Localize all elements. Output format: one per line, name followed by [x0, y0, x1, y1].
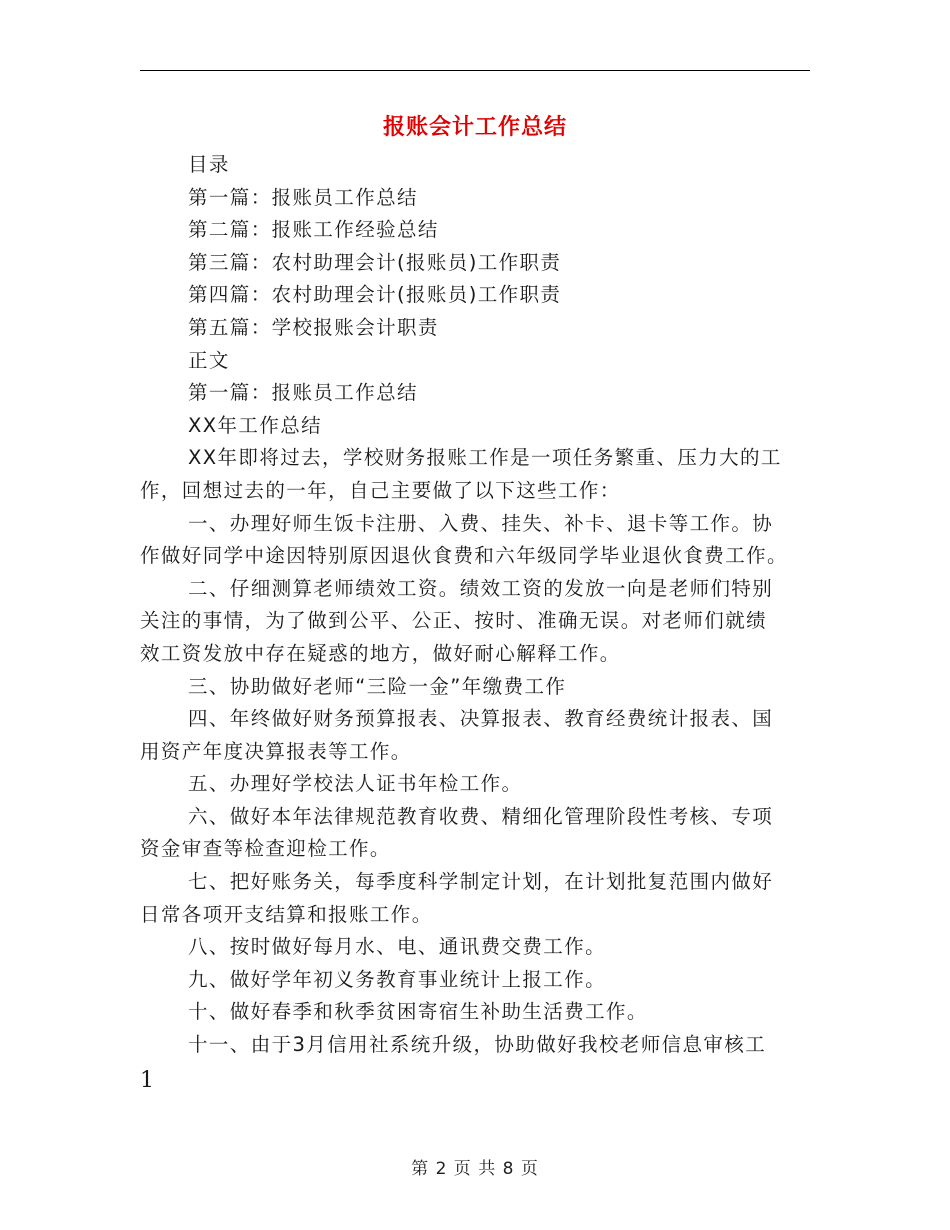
- document-title: 报账会计工作总结: [382, 115, 567, 140]
- toc-item-1: 第一篇：报账员工作总结: [188, 185, 418, 209]
- page-footer: 第 2 页 共 8 页: [411, 1159, 539, 1179]
- paragraph-line: 关注的事情，为了做到公平、公正、按时、准确无误。对老师们就绩: [140, 609, 768, 633]
- paragraph-line: 十一、由于3月信用社系统升级，协助做好我校老师信息审核工: [188, 1033, 767, 1057]
- paragraph-line: 作做好同学中途因特别原因退伙食费和六年级同学毕业退伙食费工作。: [140, 544, 788, 568]
- subsection-heading: XX年工作总结: [188, 413, 323, 437]
- section-heading: 第一篇：报账员工作总结: [188, 381, 418, 405]
- paragraph-line: 八、按时做好每月水、电、通讯费交费工作。: [188, 935, 607, 959]
- header-rule: [140, 70, 810, 71]
- toc-item-3: 第三篇：农村助理会计(报账员)工作职责: [188, 250, 562, 274]
- body-heading: 正文: [188, 348, 230, 372]
- paragraph-line: 七、把好账务关，每季度科学制定计划，在计划批复范围内做好: [188, 870, 774, 894]
- paragraph-line: 二、仔细测算老师绩效工资。绩效工资的发放一向是老师们特别: [188, 576, 774, 600]
- document-body: [140, 149, 810, 1062]
- paragraph-line: 作，回想过去的一年，自己主要做了以下这些工作：: [140, 478, 621, 502]
- paragraph-line: XX年即将过去，学校财务报账工作是一项任务繁重、压力大的工: [188, 446, 782, 470]
- paragraph-line: 日常各项开支结算和报账工作。: [140, 902, 433, 926]
- paragraph-line: 资金审查等检查迎检工作。: [140, 837, 391, 861]
- paragraph-line: 五、办理好学校法人证书年检工作。: [188, 772, 523, 796]
- paragraph-line: 效工资发放中存在疑惑的地方，做好耐心解释工作。: [140, 641, 621, 665]
- paragraph-line: 四、年终做好财务预算报表、决算报表、教育经费统计报表、国: [188, 707, 774, 731]
- toc-item-5: 第五篇：学校报账会计职责: [188, 315, 439, 339]
- page-marker: 1: [140, 1068, 154, 1093]
- paragraph-line: 用资产年度决算报表等工作。: [140, 739, 412, 763]
- paragraph-line: 一、办理好师生饭卡注册、入费、挂失、补卡、退卡等工作。协: [188, 511, 774, 535]
- paragraph-line: 三、协助做好老师“三险一金”年缴费工作: [188, 674, 567, 698]
- toc-heading: 目录: [188, 153, 230, 176]
- paragraph-line: 九、做好学年初义务教育事业统计上报工作。: [188, 967, 607, 991]
- toc-item-4: 第四篇：农村助理会计(报账员)工作职责: [188, 283, 562, 307]
- paragraph-line: 十、做好春季和秋季贫困寄宿生补助生活费工作。: [188, 1000, 648, 1024]
- toc-item-2: 第二篇：报账工作经验总结: [188, 218, 439, 242]
- paragraph-line: 六、做好本年法律规范教育收费、精细化管理阶段性考核、专项: [188, 804, 774, 828]
